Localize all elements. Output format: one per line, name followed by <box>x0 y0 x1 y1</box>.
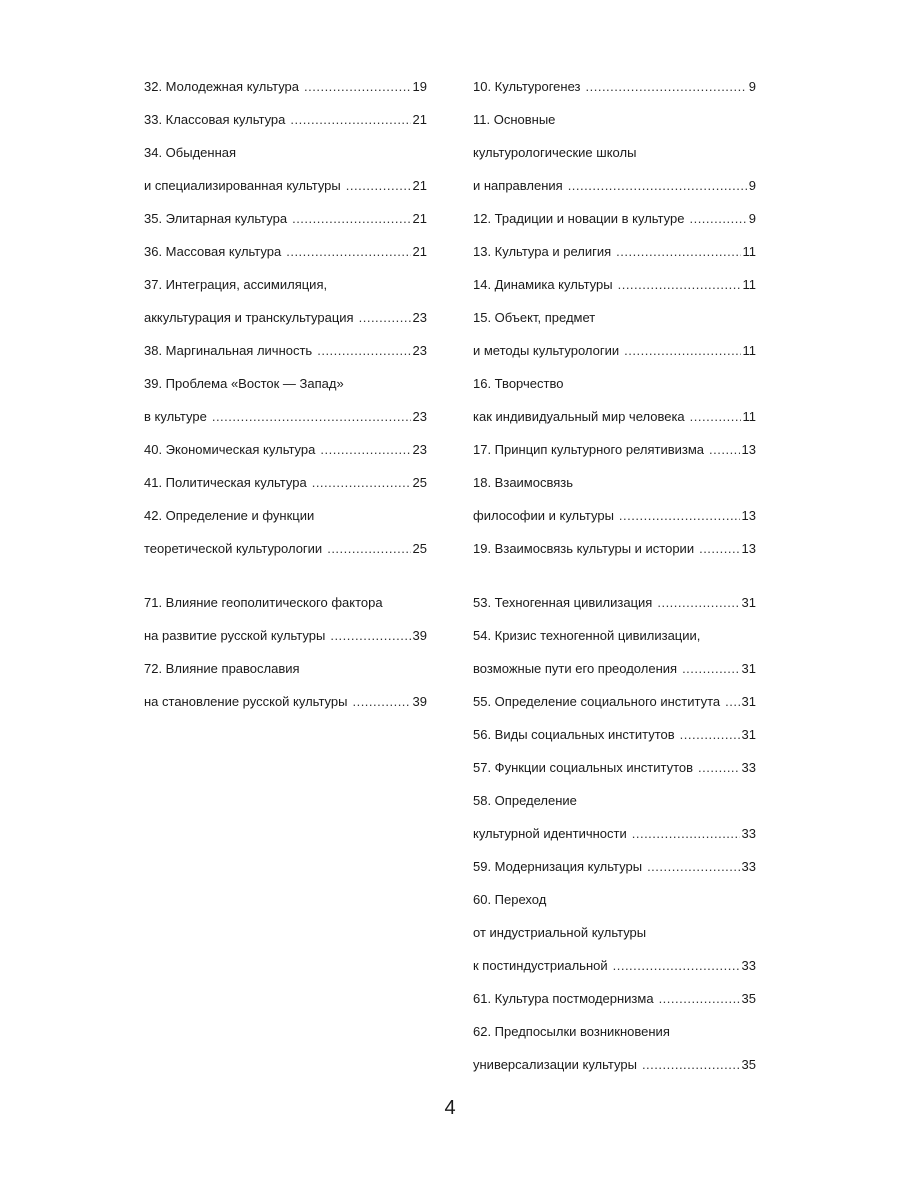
toc-entry-title: 35. Элитарная культура <box>144 211 288 226</box>
toc-entry-title: 17. Принцип культурного релятивизма <box>473 442 705 457</box>
toc-entry <box>473 70 756 103</box>
dot-leader <box>352 685 410 718</box>
toc-entry-title: 32. Молодежная культура <box>144 79 300 94</box>
toc-entry-page: 11 <box>742 277 756 292</box>
toc-entry <box>473 784 756 817</box>
toc-entry <box>473 718 756 751</box>
toc-entry-page: 13 <box>741 442 756 457</box>
toc-entry-page: 21 <box>412 178 427 193</box>
toc-entry-title: 55. Определение социального института <box>473 694 721 709</box>
toc-entry <box>473 1015 756 1048</box>
dot-leader <box>618 268 741 301</box>
toc-entry <box>144 499 427 532</box>
toc-entry <box>144 169 427 202</box>
dot-leader <box>317 334 410 367</box>
toc-entry <box>144 235 427 268</box>
dot-leader <box>624 334 740 367</box>
toc-entry-title: 14. Динамика культуры <box>473 277 613 292</box>
toc-entry-title: 59. Модернизация культуры <box>473 859 643 874</box>
dot-leader <box>689 202 746 235</box>
toc-entry-page: 11 <box>742 343 756 358</box>
toc-column-top-left <box>144 70 427 565</box>
toc-entry-title: философии и культуры <box>473 508 614 523</box>
toc-entry-title: теоретической культурологии <box>144 541 323 556</box>
toc-entry <box>144 652 427 685</box>
dot-leader <box>642 1048 740 1081</box>
toc-entry-page: 23 <box>412 343 427 358</box>
toc-entry-page: 31 <box>741 595 756 610</box>
toc-entry-page: 11 <box>742 244 756 259</box>
toc-entry <box>473 169 756 202</box>
dot-leader <box>616 235 740 268</box>
toc-entry <box>144 268 427 301</box>
toc-entry <box>473 916 756 949</box>
toc-entry-title: и направления <box>473 178 563 193</box>
dot-leader <box>568 169 747 202</box>
toc-entry-title: 72. Влияние православия <box>144 661 300 676</box>
toc-entry <box>473 301 756 334</box>
dot-leader <box>690 400 741 433</box>
toc-entry <box>144 367 427 400</box>
toc-entry <box>144 400 427 433</box>
toc-entry <box>473 883 756 916</box>
dot-leader <box>327 532 410 565</box>
toc-entry-page: 13 <box>741 508 756 523</box>
toc-entry-title: культурной идентичности <box>473 826 627 841</box>
toc-entry <box>473 466 756 499</box>
toc-entry-page: 25 <box>412 541 427 556</box>
toc-entry-page: 33 <box>741 760 756 775</box>
dot-leader <box>659 982 740 1015</box>
toc-entry <box>473 532 756 565</box>
toc-entry <box>473 1048 756 1081</box>
toc-entry <box>473 685 756 718</box>
toc-entry-title: 34. Обыденная <box>144 145 237 160</box>
dot-leader <box>632 817 740 850</box>
toc-entry-page: 9 <box>748 79 756 94</box>
dot-leader <box>698 751 740 784</box>
toc-entry <box>473 433 756 466</box>
toc-entry <box>473 268 756 301</box>
dot-leader <box>286 235 410 268</box>
toc-entry <box>144 301 427 334</box>
toc-entry-page: 9 <box>748 211 756 226</box>
toc-entry-title: 16. Творчество <box>473 376 564 391</box>
toc-entry <box>473 619 756 652</box>
dot-leader <box>346 169 411 202</box>
toc-entry-page: 21 <box>412 112 427 127</box>
toc-entry-title: универсализации культуры <box>473 1057 637 1072</box>
dot-leader <box>725 685 739 718</box>
toc-entry-page: 39 <box>412 694 427 709</box>
dot-leader <box>657 586 739 619</box>
dot-leader <box>290 103 410 136</box>
toc-entry <box>144 334 427 367</box>
toc-entry <box>473 235 756 268</box>
toc-entry <box>473 817 756 850</box>
toc-entry-page: 23 <box>412 442 427 457</box>
toc-entry <box>144 136 427 169</box>
toc-entry-title: в культуре <box>144 409 207 424</box>
toc-entry-title: 41. Политическая культура <box>144 475 307 490</box>
toc-entry <box>144 619 427 652</box>
toc-entry-title: 11. Основные <box>473 112 556 127</box>
toc-entry-page: 35 <box>741 991 756 1006</box>
dot-leader <box>613 949 740 982</box>
toc-entry-title: 42. Определение и функции <box>144 508 315 523</box>
toc-entry-title: 18. Взаимосвязь <box>473 475 574 490</box>
dot-leader <box>312 466 411 499</box>
toc-entry-page: 13 <box>741 541 756 556</box>
toc-entry-title: 58. Определение <box>473 793 577 808</box>
toc-entry-page: 31 <box>741 694 756 709</box>
toc-entry-title: 60. Переход <box>473 892 547 907</box>
toc-entry-title: 40. Экономическая культура <box>144 442 316 457</box>
toc-entry <box>144 202 427 235</box>
toc-entry-title: 62. Предпосылки возникновения <box>473 1024 670 1039</box>
toc-entry-title: 57. Функции социальных институтов <box>473 760 694 775</box>
toc-entry-page: 31 <box>741 727 756 742</box>
toc-entry <box>144 70 427 103</box>
toc-entry-title: 13. Культура и религия <box>473 244 612 259</box>
toc-entry <box>473 400 756 433</box>
toc-entry-title: 54. Кризис техногенной цивилизации, <box>473 628 701 643</box>
toc-entry-title: к постиндустриальной <box>473 958 608 973</box>
dot-leader <box>359 301 411 334</box>
toc-entry <box>473 202 756 235</box>
toc-entry <box>144 466 427 499</box>
toc-entry-page: 11 <box>742 409 756 424</box>
toc-entry-title: культурологические школы <box>473 145 637 160</box>
toc-entry <box>473 499 756 532</box>
toc-entry-title: 38. Маргинальная личность <box>144 343 313 358</box>
dot-leader <box>619 499 740 532</box>
toc-entry <box>473 982 756 1015</box>
toc-entry-page: 35 <box>741 1057 756 1072</box>
toc-entry-title: от индустриальной культуры <box>473 925 647 940</box>
dot-leader <box>212 400 411 433</box>
dot-leader <box>304 70 411 103</box>
toc-entry-page: 23 <box>412 310 427 325</box>
toc-entry <box>144 103 427 136</box>
toc-entry-title: 12. Традиции и новации в культуре <box>473 211 685 226</box>
toc-entry-page: 33 <box>741 859 756 874</box>
toc-entry-page: 39 <box>412 628 427 643</box>
dot-leader <box>330 619 410 652</box>
dot-leader <box>647 850 739 883</box>
toc-entry-title: 61. Культура постмодернизма <box>473 991 654 1006</box>
toc-entry-title: 71. Влияние геополитического фактора <box>144 595 383 610</box>
toc-entry-title: 56. Виды социальных институтов <box>473 727 675 742</box>
toc-entry-title: как индивидуальный мир человека <box>473 409 685 424</box>
toc-entry <box>144 433 427 466</box>
toc-entry <box>144 685 427 718</box>
toc-entry-page: 9 <box>748 178 756 193</box>
toc-entry <box>144 586 427 619</box>
toc-entry-title: на развитие русской культуры <box>144 628 326 643</box>
toc-entry-page: 21 <box>412 244 427 259</box>
toc-entry <box>473 586 756 619</box>
toc-entry-title: 37. Интеграция, ассимиляция, <box>144 277 328 292</box>
toc-entry-title: 10. Культурогенез <box>473 79 581 94</box>
dot-leader <box>682 652 739 685</box>
toc-entry <box>473 103 756 136</box>
toc-entry-title: аккультурация и транскультурация <box>144 310 354 325</box>
dot-leader <box>699 532 739 565</box>
toc-entry-title: на становление русской культуры <box>144 694 348 709</box>
toc-entry <box>473 751 756 784</box>
toc-entry <box>473 850 756 883</box>
toc-entry-title: и специализированная культуры <box>144 178 341 193</box>
toc-entry <box>473 136 756 169</box>
toc-entry-page: 33 <box>741 958 756 973</box>
page-number: 4 <box>444 1097 456 1119</box>
toc-entry-page: 23 <box>412 409 427 424</box>
toc-entry-title: 39. Проблема «Восток — Запад» <box>144 376 344 391</box>
toc-entry-title: возможные пути его преодоления <box>473 661 678 676</box>
toc-entry-page: 19 <box>412 79 427 94</box>
toc-entry <box>144 532 427 565</box>
toc-column-bottom-left <box>144 586 427 718</box>
toc-entry-page: 31 <box>741 661 756 676</box>
toc-column-bottom-right <box>473 586 756 1081</box>
dot-leader <box>680 718 740 751</box>
toc-entry <box>473 367 756 400</box>
toc-entry <box>473 334 756 367</box>
dot-leader <box>320 433 410 466</box>
toc-entry-title: 19. Взаимосвязь культуры и истории <box>473 541 695 556</box>
toc-entry-page: 21 <box>412 211 427 226</box>
toc-column-top-right <box>473 70 756 565</box>
toc-entry-title: 33. Классовая культура <box>144 112 286 127</box>
toc-entry-page: 25 <box>412 475 427 490</box>
toc-entry <box>473 949 756 982</box>
toc-entry-title: 53. Техногенная цивилизация <box>473 595 653 610</box>
toc-entry-title: и методы культурологии <box>473 343 620 358</box>
dot-leader <box>709 433 740 466</box>
toc-entry-title: 36. Массовая культура <box>144 244 282 259</box>
toc-entry-page: 33 <box>741 826 756 841</box>
dot-leader <box>292 202 410 235</box>
toc-entry <box>473 652 756 685</box>
toc-entry-title: 15. Объект, предмет <box>473 310 596 325</box>
dot-leader <box>586 70 747 103</box>
